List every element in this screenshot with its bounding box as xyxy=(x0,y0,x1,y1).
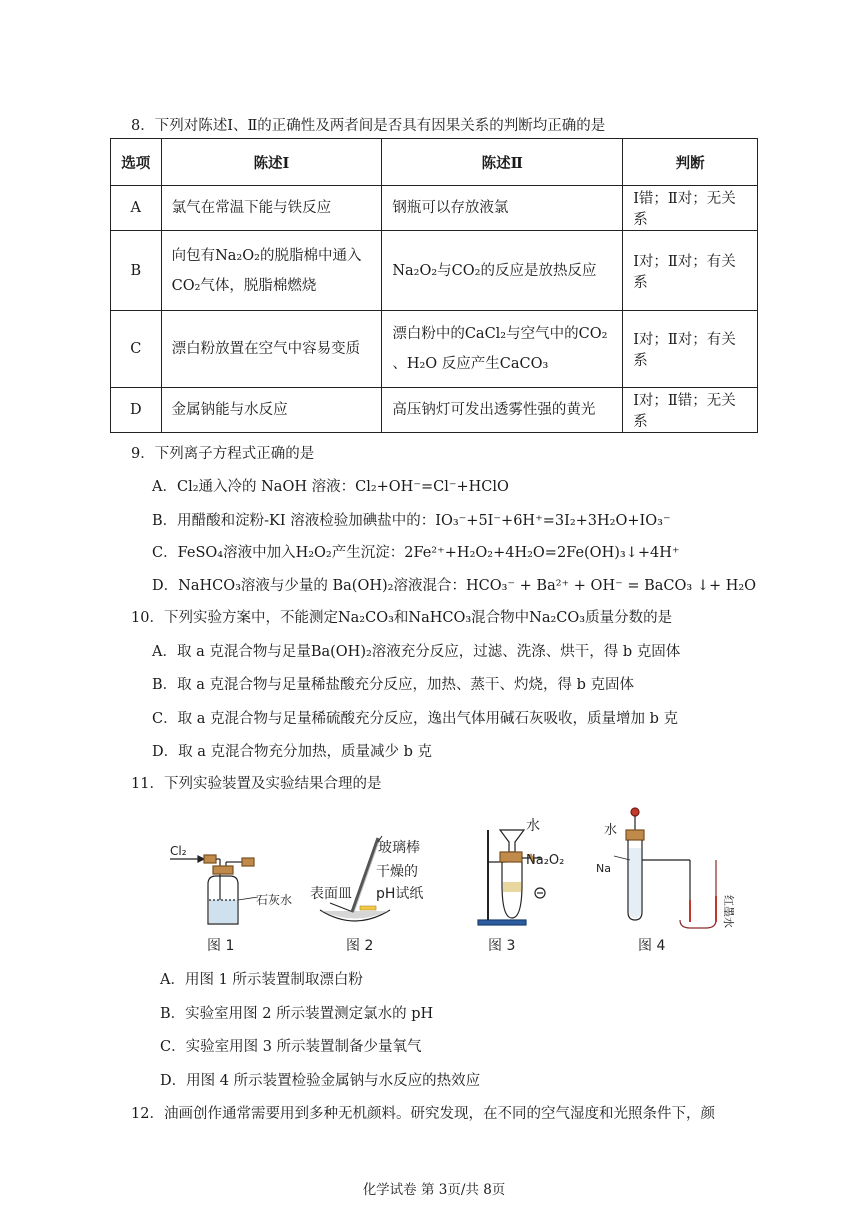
table-row xyxy=(111,231,758,311)
table-header: 判断 xyxy=(623,139,758,186)
judgement: Ⅰ错；Ⅱ对；无关系 xyxy=(623,186,758,231)
statement-1: 向包有Na₂O₂的脱脂棉中通入 CO₂气体，脱脂棉燃烧 xyxy=(161,231,382,311)
fig4-na-label: Na xyxy=(596,862,611,875)
figure-caption-4: 图 4 xyxy=(638,938,666,954)
row-option: A xyxy=(111,186,162,231)
q11-option-b: B．实验室用图 2 所示装置测定氯水的 pH xyxy=(160,1006,434,1022)
q10-option-d: D．取 a 克混合物充分加热，质量减少 b 克 xyxy=(152,744,432,760)
fig2-dish-label: 表面皿 xyxy=(310,886,352,902)
row-option: B xyxy=(111,231,162,311)
q8-table xyxy=(110,138,758,433)
fig4-ink-label: 红墨水 xyxy=(722,895,735,928)
table-row xyxy=(111,388,758,433)
statement-1: 氯气在常温下能与铁反应 xyxy=(161,186,382,231)
q8-stem: 8．下列对陈述Ⅰ、Ⅱ的正确性及两者间是否具有因果关系的判断均正确的是 xyxy=(131,118,606,134)
table-row xyxy=(111,311,758,388)
table-header-row xyxy=(111,139,758,186)
figure-4-test-tube xyxy=(614,808,716,928)
figure-caption-1: 图 1 xyxy=(207,938,235,954)
figure-3-flask-stand xyxy=(478,830,545,925)
q11-stem: 11．下列实验装置及实验结果合理的是 xyxy=(131,776,382,792)
q9-option-b: B．用醋酸和淀粉-KI 溶液检验加碘盐中的：IO₃⁻+5I⁻+6H⁺=3I₂+3H₂O+IO₃⁻ xyxy=(152,513,671,529)
q9-stem: 9．下列离子方程式正确的是 xyxy=(131,446,315,462)
statement-2: 钢瓶可以存放液氯 xyxy=(382,186,623,231)
q11-option-d: D．用图 4 所示装置检验金属钠与水反应的热效应 xyxy=(160,1073,481,1089)
q11-option-c: C．实验室用图 3 所示装置制备少量氧气 xyxy=(160,1039,422,1055)
statement-2: Na₂O₂与CO₂的反应是放热反应 xyxy=(382,231,623,311)
fig2-rod-label: 玻璃棒 xyxy=(378,840,420,856)
figure-caption-3: 图 3 xyxy=(488,938,516,954)
fig1-liquid-label: 石灰水 xyxy=(256,893,293,907)
q10-option-b: B．取 a 克混合物与足量稀盐酸充分反应，加热、蒸干、灼烧，得 b 克固体 xyxy=(152,677,635,693)
table-header: 陈述Ⅰ xyxy=(161,139,382,186)
apparatus-figures xyxy=(150,800,760,960)
table-row xyxy=(111,186,758,231)
q10-option-c: C．取 a 克混合物与足量稀硫酸充分反应，逸出气体用碱石灰吸收，质量增加 b 克 xyxy=(152,711,678,727)
statement-1: 漂白粉放置在空气中容易变质 xyxy=(161,311,382,388)
q9-option-d: D．NaHCO₃溶液与少量的 Ba(OH)₂溶液混合：HCO₃⁻ + Ba²⁺ + OH⁻ = BaCO₃ ↓+ H₂O xyxy=(152,578,757,594)
judgement: Ⅰ对；Ⅱ对；有关系 xyxy=(623,231,758,311)
row-option: D xyxy=(111,388,162,433)
q10-stem: 10．下列实验方案中，不能测定Na₂CO₃和NaHCO₃混合物中Na₂CO₃质量分数的是 xyxy=(131,610,673,626)
fig3-water-label: 水 xyxy=(526,818,540,834)
judgement: Ⅰ对；Ⅱ错；无关系 xyxy=(623,388,758,433)
fig2-paper-label-2: pH试纸 xyxy=(376,886,424,902)
q11-option-a: A．用图 1 所示装置制取漂白粉 xyxy=(160,972,363,988)
statement-1: 金属钠能与水反应 xyxy=(161,388,382,433)
q9-option-a: A．Cl₂通入冷的 NaOH 溶液：Cl₂+OH⁻=Cl⁻+HClO xyxy=(152,479,509,495)
q12-stem: 12．油画创作通常需要用到多种无机颜料。研究发现，在不同的空气湿度和光照条件下，颜 xyxy=(131,1106,715,1122)
row-option: C xyxy=(111,311,162,388)
table-header: 陈述Ⅱ xyxy=(382,139,623,186)
fig3-solid-label: Na₂O₂ xyxy=(526,853,565,868)
fig2-paper-label-1: 干燥的 xyxy=(376,864,418,880)
table-header: 选项 xyxy=(111,139,162,186)
judgement: Ⅰ对；Ⅱ对；有关系 xyxy=(623,311,758,388)
q9-option-c: C．FeSO₄溶液中加入H₂O₂产生沉淀：2Fe²⁺+H₂O₂+4H₂O=2Fe(OH)₃↓+4H⁺ xyxy=(152,545,680,561)
fig4-water-label: 水 xyxy=(604,823,618,838)
statement-2: 高压钠灯可发出透雾性强的黄光 xyxy=(382,388,623,433)
q10-option-a: A．取 a 克混合物与足量Ba(OH)₂溶液充分反应，过滤、洗涤、烘干，得 b 克固体 xyxy=(152,644,681,660)
statement-2: 漂白粉中的CaCl₂与空气中的CO₂ 、H₂O 反应产生CaCO₃ xyxy=(382,311,623,388)
page-footer: 化学试卷 第 3页/共 8页 xyxy=(362,1182,506,1198)
figure-caption-2: 图 2 xyxy=(346,938,374,954)
figure-1-gas-bottle xyxy=(170,855,258,924)
fig1-gas-label: Cl₂ xyxy=(170,844,187,858)
